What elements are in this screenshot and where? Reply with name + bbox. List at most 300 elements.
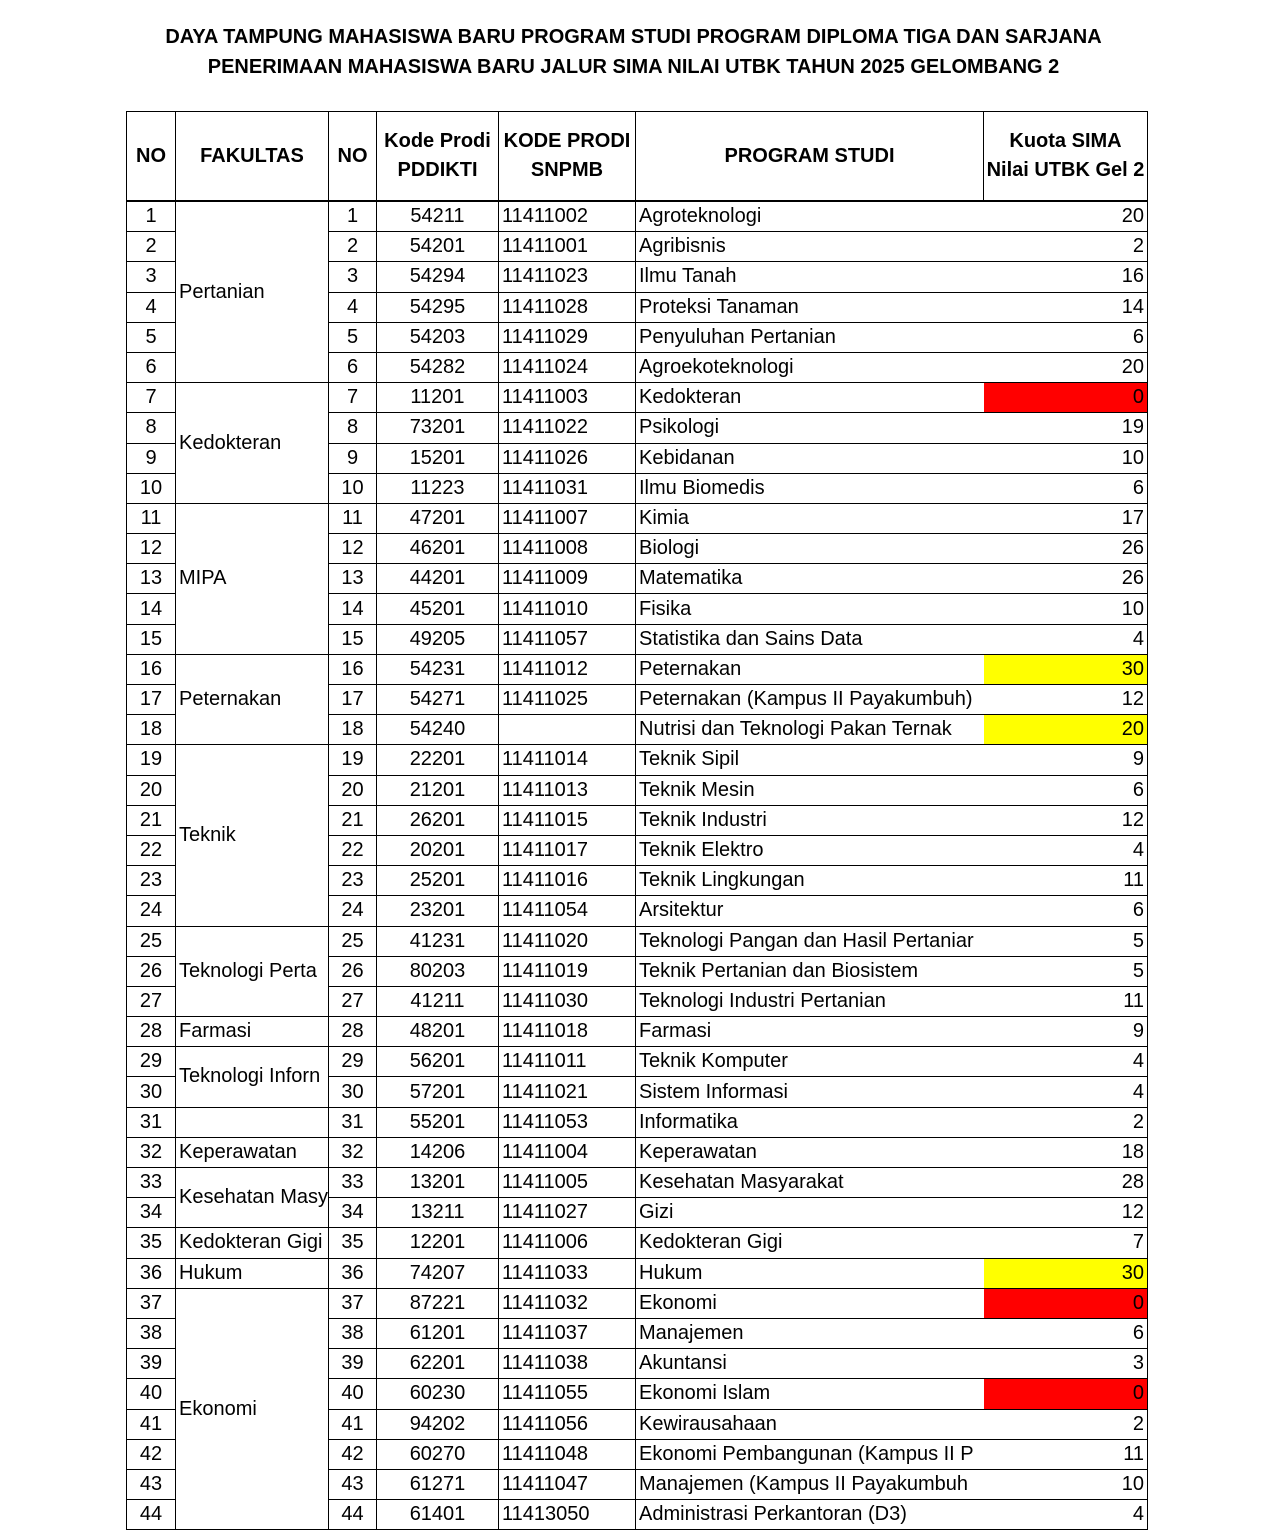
row-no-prodi: 8 xyxy=(329,413,377,443)
row-no: 17 xyxy=(127,685,176,715)
kode-snpmb-cell: 11411027 xyxy=(499,1198,636,1228)
row-no: 5 xyxy=(127,322,176,352)
kode-snpmb-cell: 11411025 xyxy=(499,685,636,715)
program-studi-cell: Informatika xyxy=(636,1107,984,1137)
faculty-cell: Kedokteran xyxy=(176,383,329,504)
kode-pddikti-cell: 73201 xyxy=(377,413,499,443)
kode-pddikti-cell: 22201 xyxy=(377,745,499,775)
row-no-prodi: 21 xyxy=(329,805,377,835)
row-no: 44 xyxy=(127,1500,176,1530)
kode-snpmb-cell: 11411013 xyxy=(499,775,636,805)
row-no-prodi: 40 xyxy=(329,1379,377,1409)
row-no-prodi: 23 xyxy=(329,866,377,896)
header-kuota xyxy=(984,112,1148,202)
table-row xyxy=(127,745,1148,775)
row-no: 7 xyxy=(127,383,176,413)
kuota-cell: 10 xyxy=(984,1469,1148,1499)
row-no: 22 xyxy=(127,835,176,865)
kuota-cell: 20 xyxy=(984,201,1148,232)
row-no: 30 xyxy=(127,1077,176,1107)
faculty-cell: Teknologi Inforn xyxy=(176,1047,329,1107)
program-studi-cell: Peternakan xyxy=(636,654,984,684)
kode-snpmb-cell: 11411002 xyxy=(499,201,636,232)
kuota-cell: 20 xyxy=(984,715,1148,745)
program-studi-cell: Akuntansi xyxy=(636,1349,984,1379)
row-no: 26 xyxy=(127,956,176,986)
row-no: 36 xyxy=(127,1258,176,1288)
kuota-cell: 0 xyxy=(984,383,1148,413)
row-no-prodi: 1 xyxy=(329,201,377,232)
row-no: 18 xyxy=(127,715,176,745)
table-row xyxy=(127,654,1148,684)
kuota-cell: 5 xyxy=(984,926,1148,956)
kode-pddikti-cell: 54271 xyxy=(377,685,499,715)
kuota-cell: 9 xyxy=(984,745,1148,775)
row-no: 4 xyxy=(127,292,176,322)
kuota-cell: 28 xyxy=(984,1168,1148,1198)
kuota-cell: 6 xyxy=(984,473,1148,503)
kode-snpmb-cell: 11411055 xyxy=(499,1379,636,1409)
kode-pddikti-cell: 62201 xyxy=(377,1349,499,1379)
kuota-cell: 4 xyxy=(984,1077,1148,1107)
kode-snpmb-cell: 11411006 xyxy=(499,1228,636,1258)
kode-snpmb-cell: 11411054 xyxy=(499,896,636,926)
row-no: 33 xyxy=(127,1168,176,1198)
kuota-cell: 7 xyxy=(984,1228,1148,1258)
row-no: 9 xyxy=(127,443,176,473)
program-studi-cell: Psikologi xyxy=(636,413,984,443)
faculty-cell: Hukum xyxy=(176,1258,329,1288)
table-row xyxy=(127,1107,1148,1137)
row-no: 34 xyxy=(127,1198,176,1228)
row-no-prodi: 27 xyxy=(329,986,377,1016)
program-studi-cell: Teknologi Pangan dan Hasil Pertaniar xyxy=(636,926,984,956)
table-row xyxy=(127,383,1148,413)
kuota-cell: 11 xyxy=(984,1439,1148,1469)
table-row xyxy=(127,503,1148,533)
header-kode-pddikti-line-1: Kode Prodi xyxy=(384,130,491,152)
program-studi-cell: Teknik Industri xyxy=(636,805,984,835)
faculty-cell: Kesehatan Masy xyxy=(176,1168,329,1228)
program-studi-cell: Nutrisi dan Teknologi Pakan Ternak xyxy=(636,715,984,745)
row-no-prodi: 11 xyxy=(329,503,377,533)
program-studi-cell: Sistem Informasi xyxy=(636,1077,984,1107)
program-studi-cell: Teknik Pertanian dan Biosistem xyxy=(636,956,984,986)
kode-snpmb-cell: 11411009 xyxy=(499,564,636,594)
table-row xyxy=(127,926,1148,956)
kode-snpmb-cell: 11411057 xyxy=(499,624,636,654)
row-no-prodi: 32 xyxy=(329,1137,377,1167)
kuota-cell: 4 xyxy=(984,624,1148,654)
row-no: 29 xyxy=(127,1047,176,1077)
kode-pddikti-cell: 60230 xyxy=(377,1379,499,1409)
faculty-cell: Ekonomi xyxy=(176,1288,329,1530)
kuota-cell: 12 xyxy=(984,685,1148,715)
kuota-cell: 5 xyxy=(984,956,1148,986)
kode-snpmb-cell: 11411018 xyxy=(499,1017,636,1047)
kode-snpmb-cell: 11411032 xyxy=(499,1288,636,1318)
kuota-cell: 11 xyxy=(984,986,1148,1016)
row-no: 13 xyxy=(127,564,176,594)
kuota-cell: 19 xyxy=(984,413,1148,443)
kuota-cell: 9 xyxy=(984,1017,1148,1047)
row-no: 23 xyxy=(127,866,176,896)
table-row xyxy=(127,1137,1148,1167)
faculty-cell: Keperawatan xyxy=(176,1137,329,1167)
program-studi-cell: Statistika dan Sains Data xyxy=(636,624,984,654)
program-studi-cell: Kesehatan Masyarakat xyxy=(636,1168,984,1198)
program-studi-cell: Kedokteran Gigi xyxy=(636,1228,984,1258)
faculty-cell xyxy=(176,1107,329,1137)
kode-pddikti-cell: 26201 xyxy=(377,805,499,835)
kode-snpmb-cell: 11411003 xyxy=(499,383,636,413)
kode-pddikti-cell: 54294 xyxy=(377,262,499,292)
row-no: 1 xyxy=(127,201,176,232)
program-studi-cell: Keperawatan xyxy=(636,1137,984,1167)
kuota-cell: 26 xyxy=(984,534,1148,564)
program-studi-cell: Teknik Elektro xyxy=(636,835,984,865)
program-studi-cell: Manajemen xyxy=(636,1318,984,1348)
kode-snpmb-cell: 11411007 xyxy=(499,503,636,533)
program-studi-cell: Proteksi Tanaman xyxy=(636,292,984,322)
row-no: 12 xyxy=(127,534,176,564)
kode-pddikti-cell: 23201 xyxy=(377,896,499,926)
table-row xyxy=(127,1168,1148,1198)
row-no-prodi: 3 xyxy=(329,262,377,292)
row-no-prodi: 30 xyxy=(329,1077,377,1107)
row-no-prodi: 13 xyxy=(329,564,377,594)
program-studi-cell: Teknologi Industri Pertanian xyxy=(636,986,984,1016)
kode-pddikti-cell: 44201 xyxy=(377,564,499,594)
kuota-cell: 0 xyxy=(984,1379,1148,1409)
row-no-prodi: 38 xyxy=(329,1318,377,1348)
row-no: 6 xyxy=(127,352,176,382)
kode-pddikti-cell: 11223 xyxy=(377,473,499,503)
row-no-prodi: 15 xyxy=(329,624,377,654)
kode-snpmb-cell: 11411028 xyxy=(499,292,636,322)
kuota-cell: 16 xyxy=(984,262,1148,292)
table-row xyxy=(127,1228,1148,1258)
program-studi-cell: Ekonomi Pembangunan (Kampus II P xyxy=(636,1439,984,1469)
row-no-prodi: 29 xyxy=(329,1047,377,1077)
row-no: 25 xyxy=(127,926,176,956)
kode-snpmb-cell xyxy=(499,715,636,745)
row-no-prodi: 6 xyxy=(329,352,377,382)
program-studi-cell: Kewirausahaan xyxy=(636,1409,984,1439)
row-no: 20 xyxy=(127,775,176,805)
kode-snpmb-cell: 11411022 xyxy=(499,413,636,443)
row-no-prodi: 41 xyxy=(329,1409,377,1439)
faculty-cell: Farmasi xyxy=(176,1017,329,1047)
kuota-cell: 4 xyxy=(984,1500,1148,1530)
kode-snpmb-cell: 11411038 xyxy=(499,1349,636,1379)
kode-snpmb-cell: 11411015 xyxy=(499,805,636,835)
kode-pddikti-cell: 61271 xyxy=(377,1469,499,1499)
kode-pddikti-cell: 45201 xyxy=(377,594,499,624)
row-no: 43 xyxy=(127,1469,176,1499)
kode-pddikti-cell: 47201 xyxy=(377,503,499,533)
document-title-line-2: PENERIMAAN MAHASISWA BARU JALUR SIMA NILAI UTBK TAHUN 2025 GELOMBANG 2 xyxy=(207,56,1060,78)
kuota-cell: 2 xyxy=(984,232,1148,262)
kode-snpmb-cell: 11411037 xyxy=(499,1318,636,1348)
program-studi-cell: Kedokteran xyxy=(636,383,984,413)
program-studi-cell: Biologi xyxy=(636,534,984,564)
kuota-cell: 14 xyxy=(984,292,1148,322)
kode-snpmb-cell: 11411020 xyxy=(499,926,636,956)
row-no-prodi: 22 xyxy=(329,835,377,865)
kode-pddikti-cell: 54295 xyxy=(377,292,499,322)
kuota-cell: 17 xyxy=(984,503,1148,533)
row-no: 21 xyxy=(127,805,176,835)
kuota-cell: 6 xyxy=(984,896,1148,926)
kode-pddikti-cell: 54201 xyxy=(377,232,499,262)
row-no-prodi: 28 xyxy=(329,1017,377,1047)
kuota-cell: 30 xyxy=(984,654,1148,684)
kuota-cell: 11 xyxy=(984,866,1148,896)
kode-pddikti-cell: 55201 xyxy=(377,1107,499,1137)
kuota-cell: 6 xyxy=(984,775,1148,805)
program-studi-cell: Fisika xyxy=(636,594,984,624)
row-no-prodi: 25 xyxy=(329,926,377,956)
row-no-prodi: 35 xyxy=(329,1228,377,1258)
kode-pddikti-cell: 41231 xyxy=(377,926,499,956)
faculty-cell: Peternakan xyxy=(176,654,329,745)
kode-snpmb-cell: 11411056 xyxy=(499,1409,636,1439)
program-studi-cell: Farmasi xyxy=(636,1017,984,1047)
faculty-cell: Teknologi Perta xyxy=(176,926,329,1017)
row-no: 19 xyxy=(127,745,176,775)
kode-snpmb-cell: 11411014 xyxy=(499,745,636,775)
kode-pddikti-cell: 54211 xyxy=(377,201,499,232)
program-studi-cell: Agroekoteknologi xyxy=(636,352,984,382)
row-no: 40 xyxy=(127,1379,176,1409)
kuota-cell: 20 xyxy=(984,352,1148,382)
row-no-prodi: 43 xyxy=(329,1469,377,1499)
kode-pddikti-cell: 74207 xyxy=(377,1258,499,1288)
kode-snpmb-cell: 11411024 xyxy=(499,352,636,382)
kode-pddikti-cell: 21201 xyxy=(377,775,499,805)
row-no-prodi: 26 xyxy=(329,956,377,986)
header-no-prodi: NO xyxy=(329,112,377,202)
kode-snpmb-cell: 11413050 xyxy=(499,1500,636,1530)
kode-pddikti-cell: 11201 xyxy=(377,383,499,413)
row-no-prodi: 42 xyxy=(329,1439,377,1469)
faculty-cell: Teknik xyxy=(176,745,329,926)
program-studi-cell: Manajemen (Kampus II Payakumbuh xyxy=(636,1469,984,1499)
kode-pddikti-cell: 13201 xyxy=(377,1168,499,1198)
program-studi-cell: Ilmu Tanah xyxy=(636,262,984,292)
kode-pddikti-cell: 61401 xyxy=(377,1500,499,1530)
kode-snpmb-cell: 11411053 xyxy=(499,1107,636,1137)
kode-pddikti-cell: 13211 xyxy=(377,1198,499,1228)
row-no-prodi: 17 xyxy=(329,685,377,715)
kode-pddikti-cell: 80203 xyxy=(377,956,499,986)
kode-snpmb-cell: 11411029 xyxy=(499,322,636,352)
program-studi-cell: Ekonomi xyxy=(636,1288,984,1318)
header-kode-snpmb-line-1: KODE PRODI xyxy=(503,130,631,152)
kuota-cell: 26 xyxy=(984,564,1148,594)
kode-snpmb-cell: 11411021 xyxy=(499,1077,636,1107)
header-kode-pddikti-line-2: PDDIKTI xyxy=(397,159,478,181)
row-no: 31 xyxy=(127,1107,176,1137)
kode-snpmb-cell: 11411026 xyxy=(499,443,636,473)
table-row xyxy=(127,1258,1148,1288)
kode-pddikti-cell: 49205 xyxy=(377,624,499,654)
kode-pddikti-cell: 15201 xyxy=(377,443,499,473)
kode-snpmb-cell: 11411005 xyxy=(499,1168,636,1198)
row-no-prodi: 7 xyxy=(329,383,377,413)
program-studi-cell: Arsitektur xyxy=(636,896,984,926)
faculty-cell: MIPA xyxy=(176,503,329,654)
row-no: 15 xyxy=(127,624,176,654)
row-no-prodi: 34 xyxy=(329,1198,377,1228)
program-studi-cell: Gizi xyxy=(636,1198,984,1228)
table-row xyxy=(127,201,1148,232)
table-header-row xyxy=(127,112,1148,202)
kuota-cell: 2 xyxy=(984,1107,1148,1137)
row-no-prodi: 5 xyxy=(329,322,377,352)
row-no: 41 xyxy=(127,1409,176,1439)
program-studi-cell: Teknik Komputer xyxy=(636,1047,984,1077)
program-studi-cell: Matematika xyxy=(636,564,984,594)
kuota-cell: 30 xyxy=(984,1258,1148,1288)
kode-pddikti-cell: 20201 xyxy=(377,835,499,865)
document-title-line-1: DAYA TAMPUNG MAHASISWA BARU PROGRAM STUDI PROGRAM DIPLOMA TIGA DAN SARJANA xyxy=(165,26,1102,48)
row-no: 35 xyxy=(127,1228,176,1258)
kode-snpmb-cell: 11411012 xyxy=(499,654,636,684)
row-no-prodi: 44 xyxy=(329,1500,377,1530)
row-no: 3 xyxy=(127,262,176,292)
row-no: 32 xyxy=(127,1137,176,1167)
kode-snpmb-cell: 11411001 xyxy=(499,232,636,262)
kode-snpmb-cell: 11411047 xyxy=(499,1469,636,1499)
kode-pddikti-cell: 57201 xyxy=(377,1077,499,1107)
program-studi-cell: Kimia xyxy=(636,503,984,533)
row-no-prodi: 31 xyxy=(329,1107,377,1137)
row-no-prodi: 14 xyxy=(329,594,377,624)
row-no-prodi: 33 xyxy=(329,1168,377,1198)
row-no-prodi: 16 xyxy=(329,654,377,684)
row-no: 24 xyxy=(127,896,176,926)
kode-snpmb-cell: 11411008 xyxy=(499,534,636,564)
kode-pddikti-cell: 54203 xyxy=(377,322,499,352)
row-no-prodi: 12 xyxy=(329,534,377,564)
kode-pddikti-cell: 54240 xyxy=(377,715,499,745)
kode-pddikti-cell: 54282 xyxy=(377,352,499,382)
row-no-prodi: 39 xyxy=(329,1349,377,1379)
program-studi-cell: Teknik Lingkungan xyxy=(636,866,984,896)
row-no: 38 xyxy=(127,1318,176,1348)
header-fakultas: FAKULTAS xyxy=(176,112,329,202)
kode-snpmb-cell: 11411010 xyxy=(499,594,636,624)
row-no-prodi: 9 xyxy=(329,443,377,473)
program-studi-cell: Teknik Mesin xyxy=(636,775,984,805)
kuota-cell: 6 xyxy=(984,1318,1148,1348)
kode-snpmb-cell: 11411023 xyxy=(499,262,636,292)
faculty-cell: Kedokteran Gigi xyxy=(176,1228,329,1258)
row-no-prodi: 24 xyxy=(329,896,377,926)
row-no: 28 xyxy=(127,1017,176,1047)
program-studi-cell: Hukum xyxy=(636,1258,984,1288)
header-kode-snpmb xyxy=(499,112,636,202)
kuota-cell: 12 xyxy=(984,805,1148,835)
row-no: 8 xyxy=(127,413,176,443)
kode-snpmb-cell: 11411016 xyxy=(499,866,636,896)
kuota-cell: 4 xyxy=(984,835,1148,865)
header-kode-snpmb-line-2: SNPMB xyxy=(530,159,604,181)
row-no-prodi: 36 xyxy=(329,1258,377,1288)
kuota-cell: 12 xyxy=(984,1198,1148,1228)
kode-pddikti-cell: 54231 xyxy=(377,654,499,684)
header-program-studi: PROGRAM STUDI xyxy=(636,112,984,202)
table-body xyxy=(127,201,1148,1530)
faculty-cell: Pertanian xyxy=(176,201,329,383)
kode-pddikti-cell: 56201 xyxy=(377,1047,499,1077)
kode-snpmb-cell: 11411017 xyxy=(499,835,636,865)
kode-snpmb-cell: 11411019 xyxy=(499,956,636,986)
kuota-cell: 3 xyxy=(984,1349,1148,1379)
row-no: 11 xyxy=(127,503,176,533)
kode-pddikti-cell: 12201 xyxy=(377,1228,499,1258)
row-no: 14 xyxy=(127,594,176,624)
kuota-cell: 10 xyxy=(984,443,1148,473)
program-studi-cell: Peternakan (Kampus II Payakumbuh) xyxy=(636,685,984,715)
program-studi-cell: Penyuluhan Pertanian xyxy=(636,322,984,352)
kuota-cell: 6 xyxy=(984,322,1148,352)
row-no: 16 xyxy=(127,654,176,684)
kode-pddikti-cell: 61201 xyxy=(377,1318,499,1348)
kuota-cell: 10 xyxy=(984,594,1148,624)
row-no: 39 xyxy=(127,1349,176,1379)
kuota-cell: 2 xyxy=(984,1409,1148,1439)
row-no: 27 xyxy=(127,986,176,1016)
header-kuota-line-2: Nilai UTBK Gel 2 xyxy=(986,159,1145,181)
kode-pddikti-cell: 87221 xyxy=(377,1288,499,1318)
quota-table xyxy=(126,111,1148,1530)
kode-snpmb-cell: 11411011 xyxy=(499,1047,636,1077)
program-studi-cell: Administrasi Perkantoran (D3) xyxy=(636,1500,984,1530)
row-no: 37 xyxy=(127,1288,176,1318)
kode-pddikti-cell: 48201 xyxy=(377,1017,499,1047)
kode-pddikti-cell: 46201 xyxy=(377,534,499,564)
program-studi-cell: Agroteknologi xyxy=(636,201,984,232)
kuota-cell: 0 xyxy=(984,1288,1148,1318)
row-no-prodi: 19 xyxy=(329,745,377,775)
row-no-prodi: 37 xyxy=(329,1288,377,1318)
row-no-prodi: 2 xyxy=(329,232,377,262)
program-studi-cell: Ilmu Biomedis xyxy=(636,473,984,503)
row-no-prodi: 4 xyxy=(329,292,377,322)
kode-snpmb-cell: 11411004 xyxy=(499,1137,636,1167)
table-row xyxy=(127,1047,1148,1077)
kode-pddikti-cell: 94202 xyxy=(377,1409,499,1439)
kuota-cell: 4 xyxy=(984,1047,1148,1077)
header-no: NO xyxy=(127,112,176,202)
table-row xyxy=(127,1288,1148,1318)
kode-snpmb-cell: 11411048 xyxy=(499,1439,636,1469)
kode-snpmb-cell: 11411033 xyxy=(499,1258,636,1288)
row-no: 42 xyxy=(127,1439,176,1469)
header-kuota-line-1: Kuota SIMA xyxy=(1009,130,1122,152)
table-row xyxy=(127,1017,1148,1047)
kode-pddikti-cell: 41211 xyxy=(377,986,499,1016)
header-kode-pddikti xyxy=(377,112,499,202)
kuota-cell: 18 xyxy=(984,1137,1148,1167)
program-studi-cell: Ekonomi Islam xyxy=(636,1379,984,1409)
row-no-prodi: 18 xyxy=(329,715,377,745)
row-no-prodi: 20 xyxy=(329,775,377,805)
row-no: 10 xyxy=(127,473,176,503)
